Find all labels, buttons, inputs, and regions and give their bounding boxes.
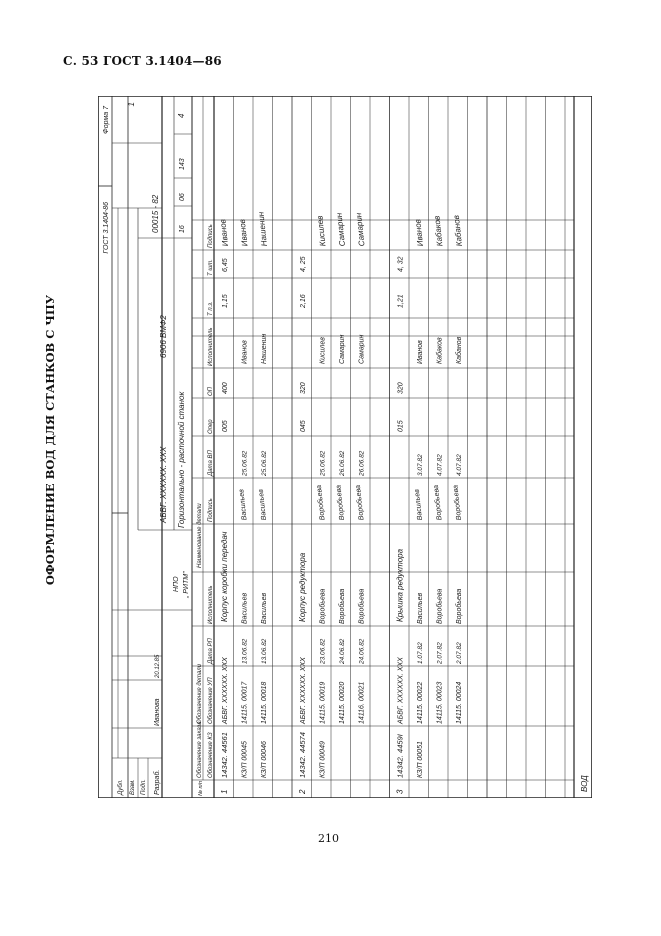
col-exec: Исполнитель bbox=[208, 585, 214, 624]
col-tsht: Т шт. bbox=[208, 259, 214, 276]
executor: Воробьева bbox=[319, 588, 327, 624]
up-code: 14115. 00022 bbox=[417, 681, 424, 724]
executor: Васильев bbox=[417, 592, 424, 624]
signature2: Кисилев bbox=[315, 215, 328, 247]
executor: Васильев bbox=[261, 592, 268, 624]
date-vp: 26.06.82 bbox=[358, 450, 366, 476]
oper-code: 015 bbox=[397, 420, 405, 432]
up-code: 14116. 00021 bbox=[358, 681, 366, 724]
part-name: Корпус коробки передач bbox=[220, 531, 229, 622]
tsht: 4, 25 bbox=[300, 256, 307, 272]
signature: Воробьева bbox=[432, 484, 444, 521]
signature2: Самарин bbox=[354, 212, 367, 247]
footer-label: ВОД bbox=[580, 775, 589, 792]
executor2: Иванов bbox=[417, 340, 424, 364]
executor2: Кабаков bbox=[436, 337, 444, 364]
signature2: Кабаков bbox=[432, 215, 445, 247]
signature: Воробьева bbox=[335, 484, 346, 521]
cell-06: 06 bbox=[179, 193, 186, 201]
tsht: 6,45 bbox=[222, 258, 229, 272]
up-code: АБВГ. ХХХХХХ. ХХХ bbox=[397, 657, 405, 724]
signature: Воробьева bbox=[452, 484, 463, 521]
order-number: 14342. 4459I bbox=[395, 734, 405, 778]
vzam-label: Взам. bbox=[130, 779, 136, 795]
date-vp: 4.07.82 bbox=[456, 454, 463, 476]
standard-code: ГОСТ 3.1404-86 bbox=[103, 202, 110, 254]
tsht: 4, 32 bbox=[397, 256, 405, 272]
tpz: 1,21 bbox=[397, 294, 405, 308]
kz-code: КЗ/П 00049 bbox=[319, 741, 327, 778]
form-area bbox=[98, 96, 592, 798]
signature2: Самарин bbox=[334, 212, 347, 247]
date-vp: 26.06.82 bbox=[339, 450, 346, 476]
oper-code: 005 bbox=[222, 420, 229, 432]
col-date-rp: Дата РП bbox=[208, 638, 214, 664]
cell-143: 143 bbox=[179, 158, 186, 170]
row-number: 1 bbox=[220, 789, 229, 794]
up-code: 14115. 00019 bbox=[319, 681, 327, 724]
machine-name: Горизонтально - расточной станок bbox=[177, 391, 186, 528]
dubl-label: Дубл. bbox=[118, 779, 124, 795]
op-code: 400 bbox=[222, 382, 229, 394]
kz-code: КЗ/П 00046 bbox=[261, 741, 268, 778]
sheet-number: 1 bbox=[127, 102, 136, 107]
developed-label: Разраб. bbox=[154, 769, 161, 795]
form-label: Форма 7 bbox=[103, 106, 110, 134]
date-rp: 13.06.82 bbox=[241, 638, 249, 664]
doc-number: 00015 - 82 bbox=[151, 194, 160, 233]
col-sign: Подпись bbox=[208, 498, 214, 522]
up-code: 14115. 00017 bbox=[241, 681, 249, 724]
col-up: Обозначение УП bbox=[208, 677, 214, 724]
col-kz: Обозначение КЗ bbox=[208, 732, 214, 778]
row-number: 2 bbox=[298, 789, 307, 794]
up-code: 14115. 00024 bbox=[456, 681, 463, 724]
kz-code: КЗ/П 00051 bbox=[417, 741, 424, 778]
cell-4: 4 bbox=[177, 113, 186, 118]
org-name: „ РИТМ” bbox=[183, 571, 190, 598]
executor: Васильев bbox=[241, 592, 249, 624]
executor2: Самарин bbox=[358, 334, 366, 364]
executor: Воробьева bbox=[456, 588, 463, 624]
date-vp: 3.07.82 bbox=[417, 454, 424, 476]
up-code: АБВГ. ХХХХХХ. ХХХ bbox=[222, 657, 229, 724]
signature: Васильев bbox=[413, 488, 424, 521]
col-det: Обозначение детали bbox=[197, 664, 203, 724]
podp-label: Подп. bbox=[141, 779, 147, 795]
col-exec2: Исполнитель bbox=[208, 327, 214, 366]
section-title bbox=[43, 294, 57, 586]
col-part-name: Наименование детали bbox=[197, 503, 203, 568]
executor: Воробьева bbox=[358, 588, 366, 624]
part-name: Крышка редуктора bbox=[395, 548, 405, 622]
signature2: Иванов bbox=[413, 218, 425, 247]
date-vp: 25.06.82 bbox=[241, 450, 249, 476]
col-order: Обозначение заказа bbox=[197, 721, 203, 778]
op-code: 320 bbox=[397, 382, 405, 394]
signature: Воробьева bbox=[315, 484, 327, 521]
date-rp: 24.06.82 bbox=[339, 638, 346, 664]
executor: Воробьева bbox=[339, 588, 346, 624]
up-code: 14115. 00020 bbox=[339, 681, 346, 724]
col-date-vp: Дата ВП bbox=[208, 450, 214, 476]
tpz: 1,15 bbox=[222, 294, 229, 308]
date-rp: 2.07.82 bbox=[456, 642, 463, 664]
col-op: ОП bbox=[208, 386, 214, 396]
signature: Васильев bbox=[238, 488, 249, 521]
executor2: Нашенин bbox=[261, 333, 268, 364]
tpz: 2,16 bbox=[300, 294, 307, 308]
developer-name: Иванова bbox=[154, 698, 161, 726]
executor2: Самарин bbox=[339, 334, 346, 364]
part-name: Корпус редуктора bbox=[298, 552, 307, 622]
signature: Воробьева bbox=[354, 484, 366, 521]
op-code: 320 bbox=[300, 382, 307, 394]
order-number: 14342. 44574 bbox=[298, 732, 307, 778]
date-rp: 13.06.82 bbox=[261, 638, 268, 664]
signature2: Кабанов bbox=[451, 214, 464, 247]
date-rp: 24.06.82 bbox=[358, 638, 366, 664]
up-code: 14115. 00023 bbox=[436, 681, 444, 724]
executor: Воробьева bbox=[436, 588, 444, 624]
signature2: Иванов bbox=[218, 218, 230, 247]
up-code: 14115. 00018 bbox=[261, 681, 268, 724]
date-vp: 25.06.82 bbox=[319, 450, 327, 476]
signature2: Нашенин bbox=[256, 211, 269, 247]
section-title-text: ОФОРМЛЕНИЕ ВОД ДЛЯ СТАНКОВ С ЧПУ bbox=[43, 294, 57, 586]
signature2: Иванов bbox=[237, 218, 250, 247]
executor2: Кисилев bbox=[319, 337, 327, 364]
oper-code: 045 bbox=[300, 420, 307, 432]
row-number: 3 bbox=[395, 789, 405, 794]
up-code: АБВГ. ХХХХХХ. ХХХ bbox=[300, 657, 307, 724]
date-rp: 23.06.82 bbox=[319, 638, 327, 664]
col-n: № п/п bbox=[198, 780, 204, 796]
org-label: НПО bbox=[173, 576, 180, 592]
executor2: Иванов bbox=[241, 340, 249, 364]
date-vp: 25.06.82 bbox=[261, 450, 268, 476]
order-number: 14342. 44561 bbox=[220, 732, 229, 778]
date-rp: 2.07.82 bbox=[436, 642, 444, 664]
page-number: 210 bbox=[318, 832, 339, 845]
developer-date: 20.12.85 bbox=[155, 654, 161, 678]
kz-code: КЗ/П 00045 bbox=[241, 741, 249, 778]
page-header: С. 53 ГОСТ 3.1404—86 bbox=[63, 54, 222, 68]
vod-form bbox=[98, 96, 592, 798]
doc-code: АБВГ. ХХХХХХ. ХХХ bbox=[159, 446, 168, 523]
date-vp: 4.07.82 bbox=[436, 454, 444, 476]
col-sign2: Подпись bbox=[208, 224, 214, 248]
col-oper: Опер bbox=[208, 419, 214, 434]
col-tpz: Т п.з. bbox=[208, 301, 214, 316]
machine-model: 6906 ВМФ2 bbox=[159, 315, 168, 358]
date-rp: 1.07.82 bbox=[417, 642, 424, 664]
executor2: Кабанов bbox=[456, 336, 463, 364]
signature: Васильев bbox=[257, 488, 268, 521]
cell-16: 16 bbox=[179, 225, 186, 233]
